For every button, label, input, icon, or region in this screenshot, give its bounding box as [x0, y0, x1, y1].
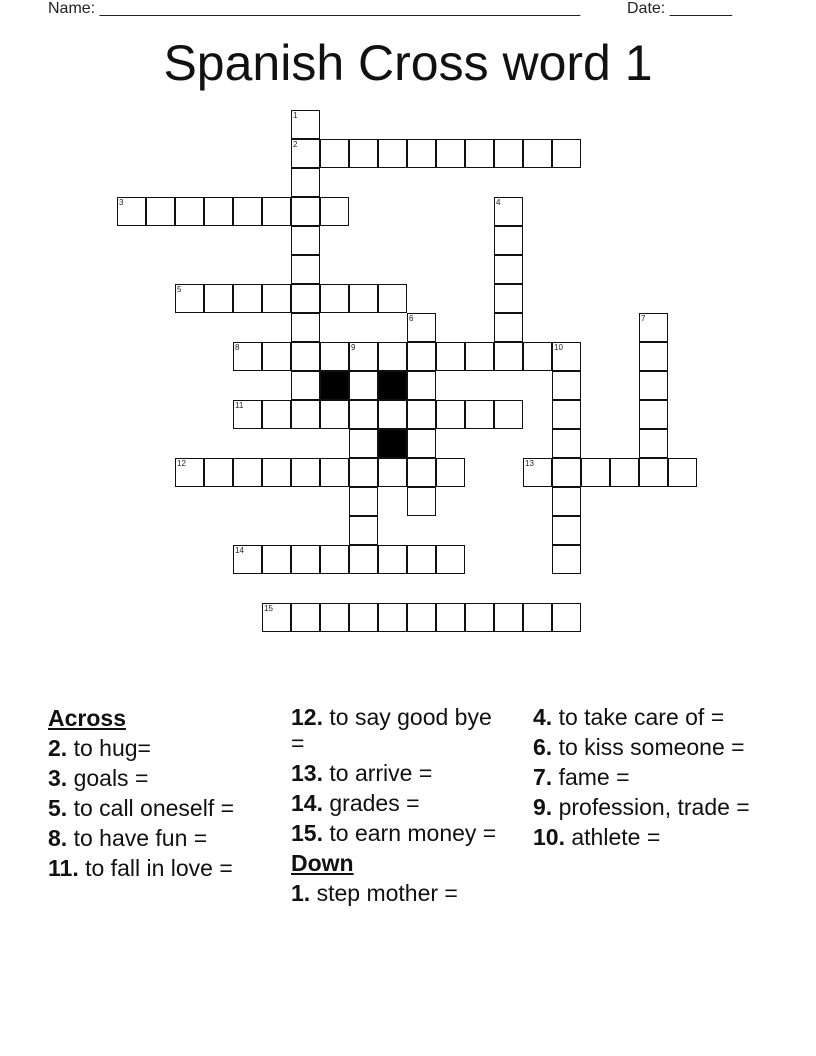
clue-text: profession, trade = — [552, 794, 750, 820]
grid-cell[interactable] — [204, 197, 233, 226]
grid-cell[interactable] — [407, 487, 436, 516]
grid-cell[interactable] — [407, 400, 436, 429]
grid-cell[interactable] — [407, 371, 436, 400]
clue-text: fame = — [552, 764, 630, 790]
grid-cell[interactable] — [233, 458, 262, 487]
grid-cell[interactable] — [378, 284, 407, 313]
down-clue-list-continued — [533, 704, 753, 850]
grid-cell[interactable] — [668, 458, 697, 487]
grid-cell[interactable] — [349, 487, 378, 516]
clue-item — [48, 795, 268, 821]
across-heading: Across — [48, 705, 126, 731]
clue-number-label: 7 — [641, 314, 646, 323]
grid-cell[interactable] — [639, 400, 668, 429]
grid-cell[interactable] — [204, 284, 233, 313]
grid-cell[interactable] — [494, 603, 523, 632]
grid-cell[interactable] — [320, 545, 349, 574]
clue-number: 8. — [48, 825, 68, 851]
clue-number-label: 8 — [235, 343, 240, 352]
clue-number: 1. — [291, 880, 311, 906]
grid-cell[interactable] — [320, 342, 349, 371]
grid-cell[interactable] — [552, 603, 581, 632]
grid-cell[interactable] — [291, 400, 320, 429]
clue-number: 13. — [291, 760, 323, 786]
down-heading: Down — [291, 850, 354, 876]
grid-cell[interactable] — [262, 284, 291, 313]
grid-cell[interactable] — [204, 458, 233, 487]
black-square — [320, 371, 349, 400]
grid-cell[interactable] — [146, 197, 175, 226]
grid-cell[interactable] — [378, 545, 407, 574]
grid-cell[interactable] — [639, 429, 668, 458]
grid-cell[interactable] — [291, 255, 320, 284]
clue-item — [48, 765, 268, 791]
clue-number-label: 14 — [235, 546, 244, 555]
grid-cell[interactable] — [378, 603, 407, 632]
grid-cell[interactable] — [465, 139, 494, 168]
grid-cell[interactable] — [349, 516, 378, 545]
grid-cell[interactable] — [552, 516, 581, 545]
grid-cell[interactable] — [349, 371, 378, 400]
across-clue-list-continued — [291, 704, 511, 846]
grid-cell[interactable] — [494, 139, 523, 168]
grid-cell[interactable] — [291, 342, 320, 371]
grid-cell[interactable] — [552, 458, 581, 487]
grid-cell[interactable] — [320, 139, 349, 168]
clue-number-label: 5 — [177, 285, 182, 294]
clue-item — [48, 855, 268, 881]
grid-cell[interactable] — [465, 342, 494, 371]
grid-cell[interactable] — [349, 603, 378, 632]
clue-text: to fall in love = — [78, 855, 233, 881]
grid-cell[interactable] — [262, 545, 291, 574]
grid-cell[interactable] — [320, 197, 349, 226]
grid-cell[interactable] — [349, 458, 378, 487]
clue-number: 10. — [533, 824, 565, 850]
grid-cell[interactable] — [378, 139, 407, 168]
grid-cell[interactable] — [436, 545, 465, 574]
grid-cell[interactable] — [407, 342, 436, 371]
clue-text: goals = — [67, 765, 149, 791]
grid-cell[interactable] — [349, 545, 378, 574]
clue-item — [533, 794, 753, 820]
grid-cell[interactable] — [552, 371, 581, 400]
clue-item — [291, 760, 511, 786]
clue-item — [48, 735, 268, 761]
clue-item — [533, 734, 753, 760]
date-field-label: Date: _______ — [627, 0, 732, 17]
grid-cell[interactable] — [494, 313, 523, 342]
clue-number-label: 13 — [525, 459, 534, 468]
clue-number: 2. — [48, 735, 68, 761]
grid-cell[interactable] — [639, 371, 668, 400]
clue-text: step mother = — [310, 880, 458, 906]
clue-text: to call oneself = — [67, 795, 235, 821]
clue-number-label: 6 — [409, 314, 414, 323]
grid-cell[interactable] — [291, 226, 320, 255]
grid-cell[interactable] — [320, 603, 349, 632]
clue-number: 7. — [533, 764, 553, 790]
grid-cell[interactable] — [320, 400, 349, 429]
clue-item — [533, 824, 753, 850]
grid-cell[interactable] — [407, 458, 436, 487]
clue-number-label: 10 — [554, 343, 563, 352]
clue-item — [533, 704, 753, 730]
clue-number: 5. — [48, 795, 68, 821]
grid-cell[interactable] — [320, 458, 349, 487]
clue-number-label: 4 — [496, 198, 501, 207]
grid-cell[interactable] — [291, 371, 320, 400]
grid-cell[interactable] — [552, 400, 581, 429]
grid-cell[interactable] — [349, 284, 378, 313]
clue-item — [533, 764, 753, 790]
grid-cell[interactable] — [262, 400, 291, 429]
grid-cell[interactable] — [262, 342, 291, 371]
clue-text: to earn money = — [322, 820, 497, 846]
grid-cell[interactable] — [378, 458, 407, 487]
clue-text: athlete = — [564, 824, 661, 850]
clue-item — [291, 820, 511, 846]
clue-number: 6. — [533, 734, 553, 760]
grid-cell[interactable] — [349, 400, 378, 429]
grid-cell[interactable] — [581, 458, 610, 487]
name-field-label: Name: ______________________________________________________ — [48, 0, 581, 17]
clue-text: grades = — [322, 790, 420, 816]
grid-cell[interactable] — [407, 603, 436, 632]
clue-number: 15. — [291, 820, 323, 846]
clue-number-label: 12 — [177, 459, 186, 468]
clue-item — [291, 704, 511, 756]
grid-cell[interactable] — [291, 545, 320, 574]
grid-cell[interactable] — [465, 400, 494, 429]
grid-cell[interactable] — [494, 226, 523, 255]
grid-cell[interactable] — [349, 429, 378, 458]
clue-text: to hug= — [67, 735, 151, 761]
grid-cell[interactable] — [523, 342, 552, 371]
grid-cell[interactable] — [494, 284, 523, 313]
page-title: Spanish Cross word 1 — [163, 35, 653, 91]
grid-cell[interactable] — [262, 197, 291, 226]
grid-cell[interactable] — [175, 197, 204, 226]
grid-cell[interactable] — [639, 458, 668, 487]
grid-cell[interactable] — [407, 545, 436, 574]
clue-item — [48, 825, 268, 851]
clues-column-2 — [291, 704, 511, 910]
clue-text: to have fun = — [67, 825, 208, 851]
clue-text: to say good bye = — [291, 704, 492, 756]
down-clue-list — [291, 880, 511, 906]
clue-number: 3. — [48, 765, 68, 791]
grid-cell[interactable] — [494, 342, 523, 371]
clue-item — [291, 790, 511, 816]
grid-cell[interactable] — [407, 429, 436, 458]
clue-number-label: 11 — [235, 401, 244, 410]
grid-cell[interactable] — [436, 400, 465, 429]
clue-number: 4. — [533, 704, 553, 730]
clue-item — [291, 880, 511, 906]
clue-text: to kiss someone = — [552, 734, 745, 760]
across-clue-list — [48, 735, 268, 881]
grid-cell[interactable] — [552, 545, 581, 574]
grid-cell[interactable] — [320, 284, 349, 313]
grid-cell[interactable] — [523, 603, 552, 632]
grid-cell[interactable] — [291, 197, 320, 226]
grid-cell[interactable] — [291, 168, 320, 197]
clue-number: 9. — [533, 794, 553, 820]
clue-number-label: 2 — [293, 140, 298, 149]
grid-cell[interactable] — [639, 342, 668, 371]
grid-cell[interactable] — [494, 255, 523, 284]
grid-cell[interactable] — [233, 284, 262, 313]
clue-number-label: 3 — [119, 198, 124, 207]
grid-cell[interactable] — [378, 342, 407, 371]
black-square — [378, 429, 407, 458]
grid-cell[interactable] — [436, 603, 465, 632]
clues-column-3 — [533, 704, 753, 854]
grid-cell[interactable] — [436, 139, 465, 168]
clue-number: 11. — [48, 855, 79, 881]
grid-cell[interactable] — [233, 197, 262, 226]
clue-text: to take care of = — [552, 704, 725, 730]
grid-cell[interactable] — [523, 139, 552, 168]
grid-cell[interactable] — [465, 603, 494, 632]
grid-cell[interactable] — [552, 487, 581, 516]
grid-cell[interactable] — [349, 139, 378, 168]
clue-number-label: 15 — [264, 604, 273, 613]
grid-cell[interactable] — [552, 429, 581, 458]
grid-cell[interactable] — [291, 284, 320, 313]
grid-cell[interactable] — [291, 603, 320, 632]
clue-number: 14. — [291, 790, 323, 816]
grid-cell[interactable] — [378, 400, 407, 429]
clue-text: to arrive = — [322, 760, 433, 786]
grid-cell[interactable] — [262, 458, 291, 487]
clues-column-1 — [48, 704, 268, 885]
clue-number: 12. — [291, 704, 323, 730]
grid-cell[interactable] — [436, 458, 465, 487]
grid-cell[interactable] — [291, 313, 320, 342]
black-square — [378, 371, 407, 400]
grid-cell[interactable] — [291, 458, 320, 487]
grid-cell[interactable] — [436, 342, 465, 371]
clue-number-label: 9 — [351, 343, 356, 352]
clue-number-label: 1 — [293, 111, 298, 120]
grid-cell[interactable] — [494, 400, 523, 429]
grid-cell[interactable] — [610, 458, 639, 487]
grid-cell[interactable] — [407, 139, 436, 168]
grid-cell[interactable] — [552, 139, 581, 168]
